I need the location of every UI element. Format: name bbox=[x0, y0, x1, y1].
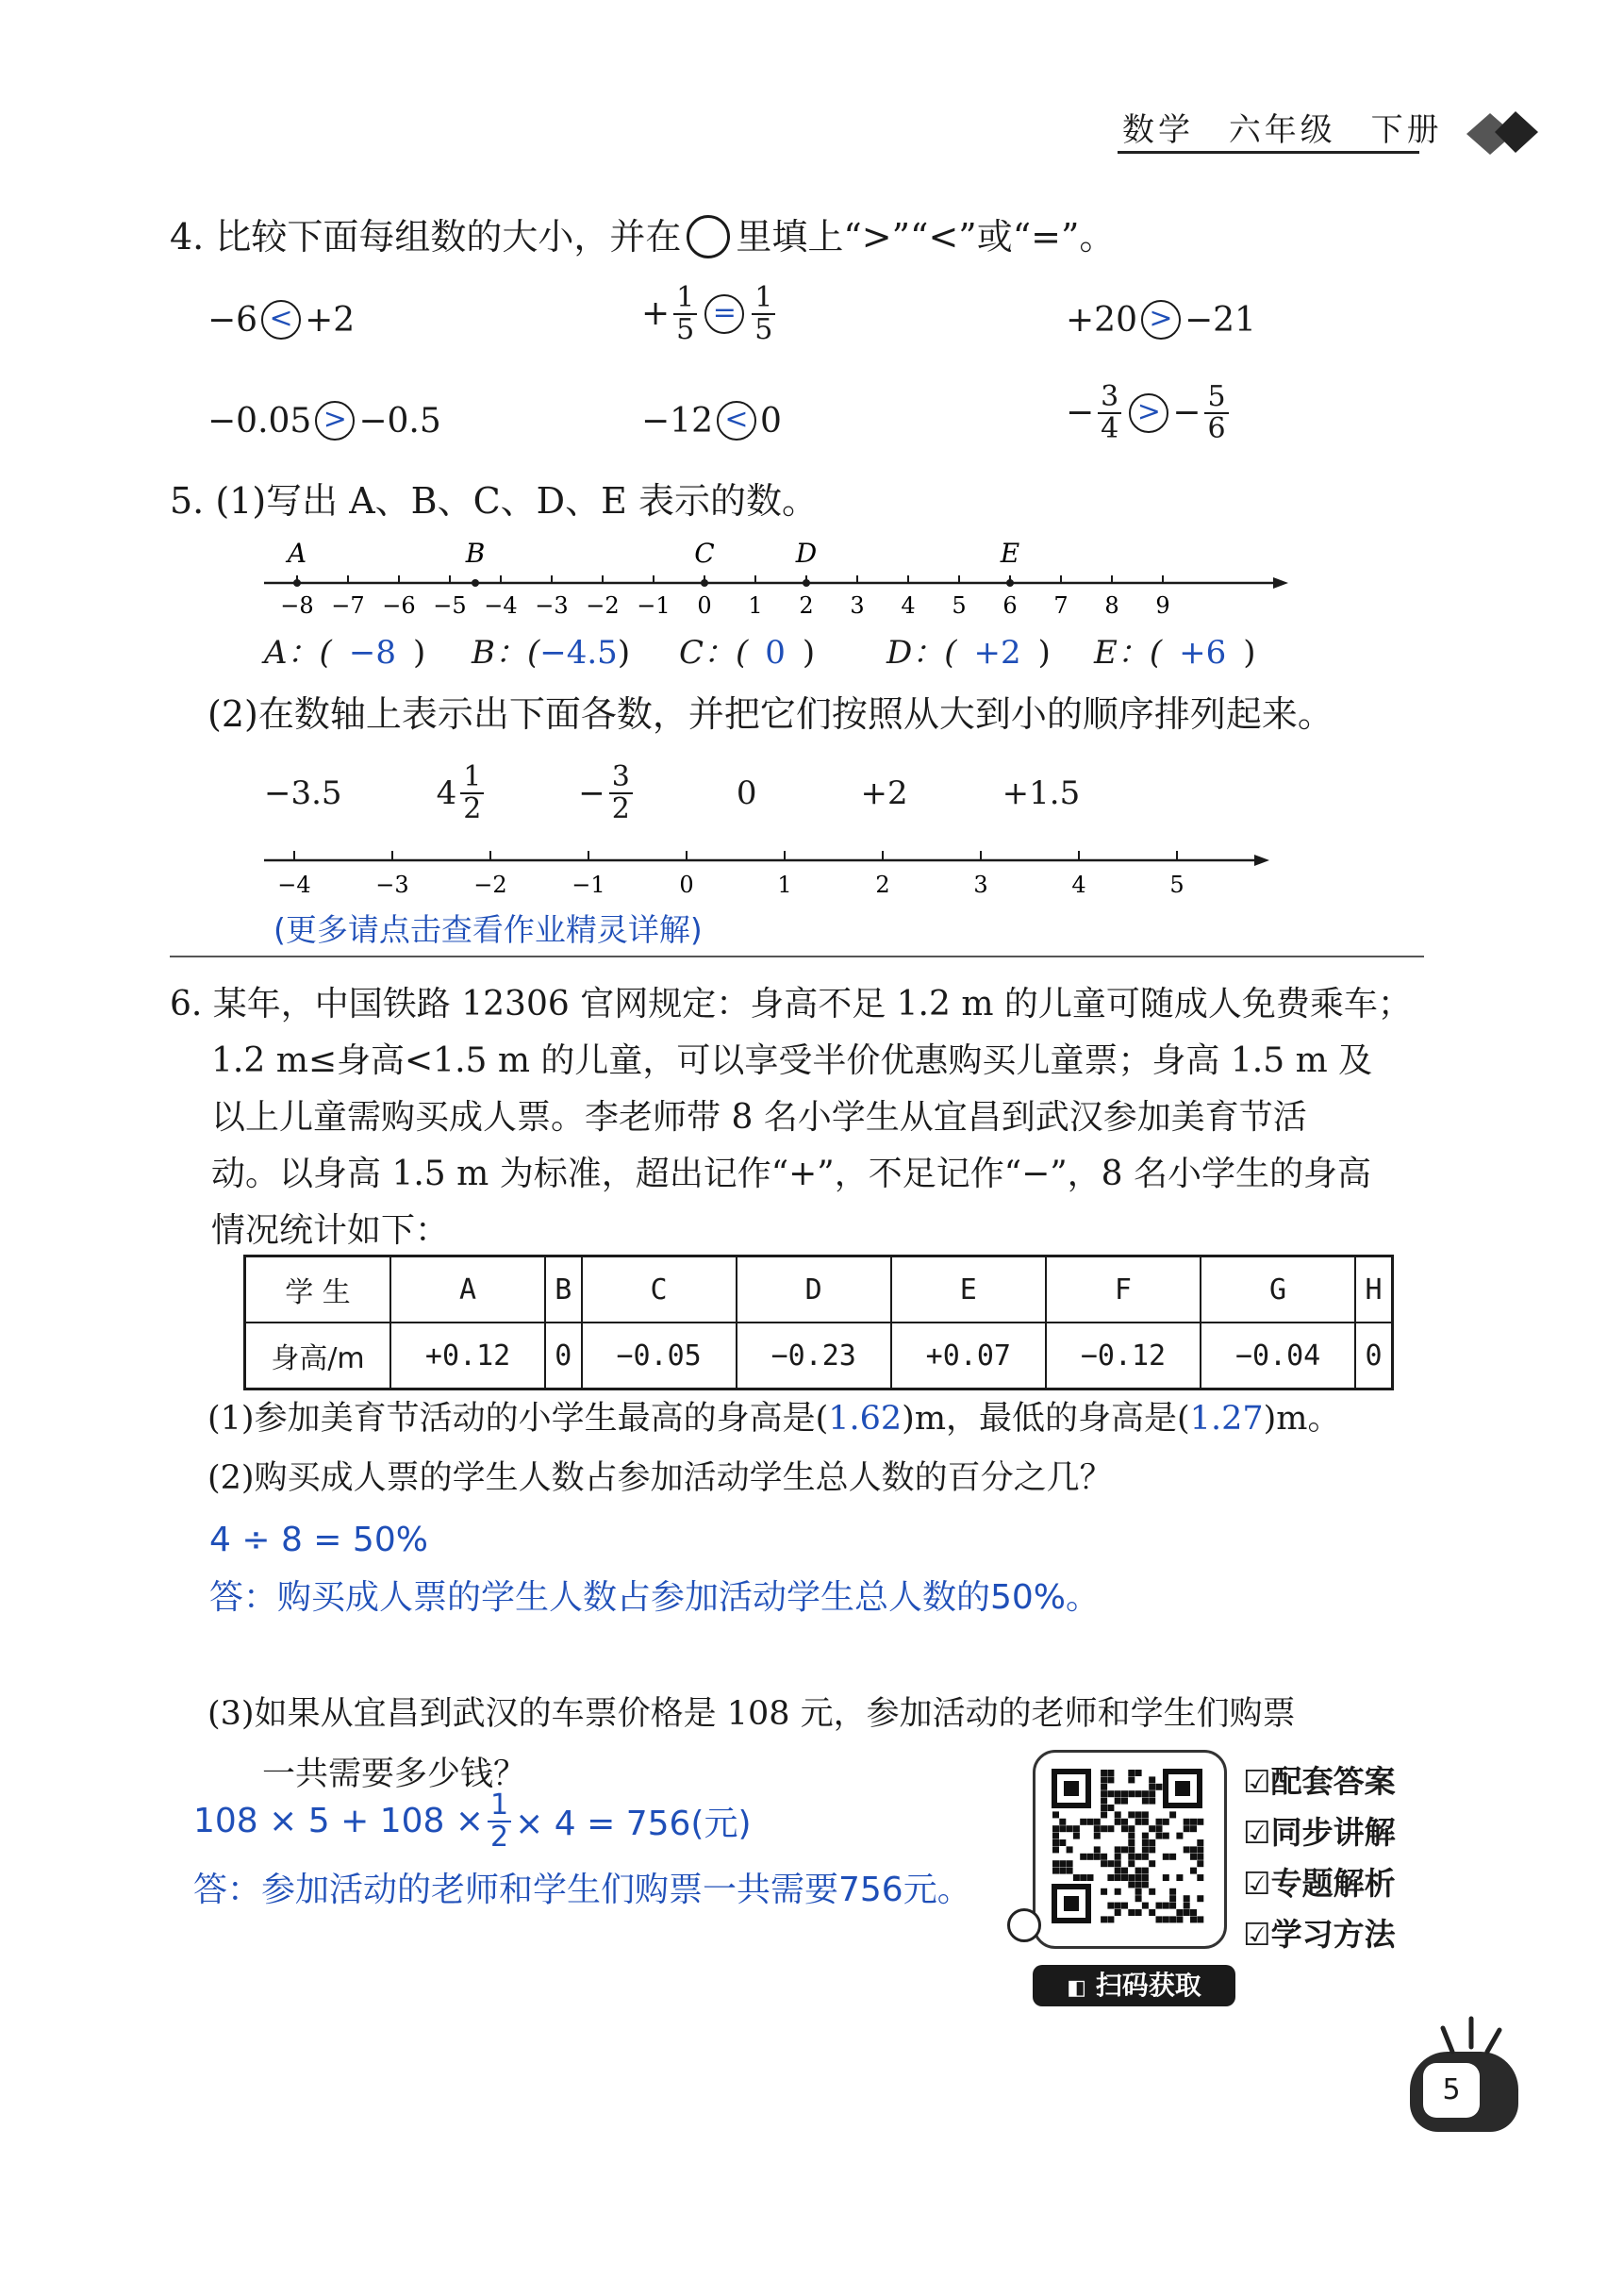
tick-label: −8 bbox=[280, 592, 314, 619]
q4-item-6 bbox=[1066, 382, 1233, 443]
q4-answer: > bbox=[1141, 300, 1181, 340]
header-diamond-icon bbox=[1448, 106, 1542, 166]
point-label: B bbox=[465, 538, 486, 569]
q6-sub2-answer: 答：购买成人票的学生人数占参加活动学生总人数的50%。 bbox=[209, 1578, 1101, 1617]
q5-part1: 5. (1)写出 A、B、C、D、E 表示的数。 bbox=[170, 480, 818, 522]
tick-label: 3 bbox=[973, 872, 988, 898]
tick-label: 2 bbox=[875, 872, 890, 898]
scan-label: 扫码获取 bbox=[1095, 1970, 1201, 2001]
q6-line: 以上儿童需购买成人票。李老师带 8 名小学生从宜昌到武汉参加美育节活 bbox=[211, 1098, 1307, 1137]
tick-label: 5 bbox=[1169, 872, 1185, 898]
table-header-row bbox=[245, 1256, 1393, 1323]
point-label: C bbox=[694, 538, 715, 569]
q6-sub1: (1)参加美育节活动的小学生最高的身高是(1.62)m，最低的身高是(1.27)m。 bbox=[207, 1400, 1341, 1438]
point-label: E bbox=[1000, 538, 1020, 569]
q6-line: 动。以身高 1.5 m 为标准，超出记作“+”，不足记作“−”，8 名小学生的身高 bbox=[211, 1155, 1372, 1193]
q4-prompt-pre: 4. 比较下面每组数的大小，并在 bbox=[170, 216, 682, 258]
q4-right-sign: − bbox=[1172, 393, 1201, 432]
tick-label: 9 bbox=[1155, 592, 1170, 619]
header-rule bbox=[1118, 151, 1419, 154]
q4-item-2 bbox=[641, 283, 779, 344]
tick-label: −1 bbox=[572, 872, 605, 898]
table-cell: −0.12 bbox=[1046, 1323, 1201, 1389]
q4-answer: = bbox=[704, 294, 744, 334]
q4-left: −6 bbox=[207, 300, 258, 340]
tick-label: −6 bbox=[382, 592, 416, 619]
q6-sub3: (3)如果从宜昌到武汉的车票价格是 108 元，参加活动的老师和学生们购票 一共需要多少钱？ bbox=[207, 1695, 1296, 1793]
tick-label: −3 bbox=[375, 872, 409, 898]
point-marker bbox=[701, 579, 708, 587]
table-cell: −0.05 bbox=[582, 1323, 737, 1389]
q4-item-4 bbox=[207, 401, 441, 441]
num-item: 0 bbox=[736, 774, 757, 812]
blank-circle-icon bbox=[687, 215, 730, 258]
tick-label: 2 bbox=[799, 592, 814, 619]
num-frac: $\frac{3}{2}$ bbox=[609, 762, 633, 824]
q4-item-5 bbox=[641, 401, 782, 441]
table-cell: B bbox=[545, 1256, 581, 1323]
table-cell: H bbox=[1355, 1256, 1392, 1323]
table-cell: A bbox=[390, 1256, 545, 1323]
q5-answers bbox=[264, 634, 1301, 672]
num-item: +1.5 bbox=[1002, 774, 1081, 812]
tick-label: −1 bbox=[637, 592, 671, 619]
q4-left: −12 bbox=[641, 401, 713, 441]
check-icon: ☑ bbox=[1243, 1814, 1271, 1851]
tick-label: 0 bbox=[679, 872, 694, 898]
point-marker bbox=[1006, 579, 1014, 587]
page-header bbox=[1122, 104, 1443, 150]
tick-label: 0 bbox=[697, 592, 712, 619]
tick-label: 7 bbox=[1053, 592, 1069, 619]
tick-label: 3 bbox=[850, 592, 865, 619]
table-cell: −0.23 bbox=[737, 1323, 891, 1389]
table-cell: 0 bbox=[1355, 1323, 1392, 1389]
eye-icon: ◧ bbox=[1067, 1976, 1087, 2000]
tick-label: 1 bbox=[777, 872, 792, 898]
q6-sub3-answer: 答：参加活动的老师和学生们购票一共需要756元。 bbox=[193, 1871, 971, 1909]
q4-right: −0.5 bbox=[358, 401, 441, 441]
answer-b: B：(−4.5) bbox=[472, 634, 631, 672]
check-icon: ☑ bbox=[1243, 1916, 1271, 1953]
table-cell: G bbox=[1201, 1256, 1355, 1323]
q4-prompt bbox=[170, 215, 1115, 258]
tick-label: 4 bbox=[901, 592, 916, 619]
tick-label: 6 bbox=[1002, 592, 1018, 619]
promo-item: ☑同步讲解 bbox=[1243, 1814, 1396, 1851]
q4-left: +20 bbox=[1066, 300, 1137, 340]
point-marker bbox=[803, 579, 810, 587]
q6-line: 6. 某年，中国铁路 12306 官网规定：身高不足 1.2 m 的儿童可随成人免费乘车； bbox=[170, 985, 1412, 1023]
q4-item-1 bbox=[207, 300, 355, 340]
promo-list bbox=[1243, 1756, 1396, 1960]
tick-label: −4 bbox=[484, 592, 518, 619]
table-cell: 0 bbox=[545, 1323, 581, 1389]
point-label: D bbox=[795, 538, 818, 569]
height-table bbox=[243, 1255, 1394, 1390]
promo-item: ☑配套答案 bbox=[1243, 1763, 1396, 1800]
q4-left-frac: $\frac{3}{4}$ bbox=[1098, 382, 1121, 443]
check-icon: ☑ bbox=[1243, 1763, 1271, 1800]
tick-label: 5 bbox=[952, 592, 967, 619]
promo-item: ☑专题解析 bbox=[1243, 1865, 1396, 1902]
num-frac: $\frac{1}{2}$ bbox=[460, 762, 484, 824]
header-subject: 数学 bbox=[1122, 111, 1194, 149]
q4-answer: < bbox=[261, 300, 301, 340]
page-number-badge bbox=[1410, 2052, 1518, 2132]
header-volume: 下册 bbox=[1370, 111, 1443, 149]
q4-left-frac: $\frac{1}{5}$ bbox=[673, 283, 697, 344]
tick-label: −5 bbox=[433, 592, 467, 619]
q4-right: +2 bbox=[305, 300, 356, 340]
q4-left-sign: + bbox=[641, 294, 671, 333]
num-item: 4 bbox=[436, 774, 457, 812]
q6-text bbox=[170, 976, 1412, 1259]
answer-e: E：( +6 ) bbox=[1094, 634, 1256, 672]
qr-code-icon bbox=[1035, 1753, 1218, 1940]
q4-prompt-post: 里填上“>”“<”或“=”。 bbox=[736, 216, 1116, 258]
table-cell: E bbox=[891, 1256, 1046, 1323]
q6-line: 1.2 m≤身高<1.5 m 的儿童，可以享受半价优惠购买儿童票；身高 1.5 m 及 bbox=[211, 1041, 1373, 1080]
q4-answer: > bbox=[315, 401, 355, 441]
q4-right: 0 bbox=[759, 401, 782, 441]
table-row bbox=[245, 1323, 1393, 1389]
table-cell: 身高/m bbox=[245, 1323, 391, 1389]
header-grade: 六年级 bbox=[1228, 111, 1336, 149]
q4-right-frac: $\frac{5}{6}$ bbox=[1204, 382, 1228, 443]
tick-label: −7 bbox=[331, 592, 365, 619]
table-cell: F bbox=[1046, 1256, 1201, 1323]
answer-a: A：( −8 ) bbox=[264, 634, 426, 672]
table-cell: −0.04 bbox=[1201, 1323, 1355, 1389]
tick-label: 4 bbox=[1071, 872, 1086, 898]
q6-sub2: (2)购买成人票的学生人数占参加活动学生总人数的百分之几？ bbox=[207, 1459, 1113, 1497]
table-cell: 学 生 bbox=[245, 1256, 391, 1323]
max-height-answer: 1.62 bbox=[828, 1400, 903, 1438]
q4-answer: < bbox=[717, 401, 756, 441]
tick-label: −2 bbox=[473, 872, 507, 898]
clock-icon bbox=[1007, 1908, 1041, 1942]
q4-left: −0.05 bbox=[207, 401, 312, 441]
q6-sub3-calc: 108 × 5 + 108 × $\frac{1}{2}$ × 4 = 756(元) bbox=[193, 1789, 752, 1854]
number-line-2 bbox=[255, 830, 1292, 906]
tick-label: −4 bbox=[277, 872, 311, 898]
num-item: +2 bbox=[860, 774, 908, 812]
tick-label: −2 bbox=[586, 592, 620, 619]
q6-sub2-calc: 4 ÷ 8 = 50% bbox=[209, 1521, 428, 1559]
q5-number-list bbox=[264, 762, 1080, 824]
q5-part2: (2)在数轴上表示出下面各数，并把它们按照从大到小的顺序排列起来。 bbox=[207, 693, 1334, 735]
q4-right-frac: $\frac{1}{5}$ bbox=[752, 283, 775, 344]
point-marker bbox=[472, 579, 479, 587]
qr-code-frame[interactable] bbox=[1033, 1750, 1227, 1949]
more-link[interactable]: (更多请点击查看作业精灵详解) bbox=[273, 911, 703, 948]
check-icon: ☑ bbox=[1243, 1865, 1271, 1902]
num-item: − bbox=[578, 774, 605, 812]
q4-right: −21 bbox=[1184, 300, 1256, 340]
answer-d: D：( +2 ) bbox=[886, 634, 1051, 672]
q4-answer: > bbox=[1129, 393, 1168, 433]
table-cell: C bbox=[582, 1256, 737, 1323]
q4-item-3 bbox=[1066, 300, 1256, 340]
table-cell: +0.12 bbox=[390, 1323, 545, 1389]
point-label: A bbox=[287, 538, 307, 569]
divider bbox=[170, 956, 1424, 957]
scan-button[interactable] bbox=[1033, 1965, 1235, 2006]
tick-label: 1 bbox=[748, 592, 763, 619]
sparkle-icon bbox=[1429, 2009, 1514, 2056]
number-line-1 bbox=[255, 538, 1292, 623]
answer-c: C：( 0 ) bbox=[679, 634, 816, 672]
table-cell: D bbox=[737, 1256, 891, 1323]
tick-label: 8 bbox=[1104, 592, 1119, 619]
num-item: −3.5 bbox=[264, 774, 342, 812]
promo-item: ☑学习方法 bbox=[1243, 1916, 1396, 1953]
point-marker bbox=[293, 579, 301, 587]
table-cell: +0.07 bbox=[891, 1323, 1046, 1389]
min-height-answer: 1.27 bbox=[1189, 1400, 1264, 1438]
q4-left-sign: − bbox=[1066, 393, 1095, 432]
tick-label: −3 bbox=[535, 592, 569, 619]
page-number: 5 bbox=[1423, 2063, 1480, 2118]
q6-line: 情况统计如下： bbox=[211, 1211, 450, 1250]
